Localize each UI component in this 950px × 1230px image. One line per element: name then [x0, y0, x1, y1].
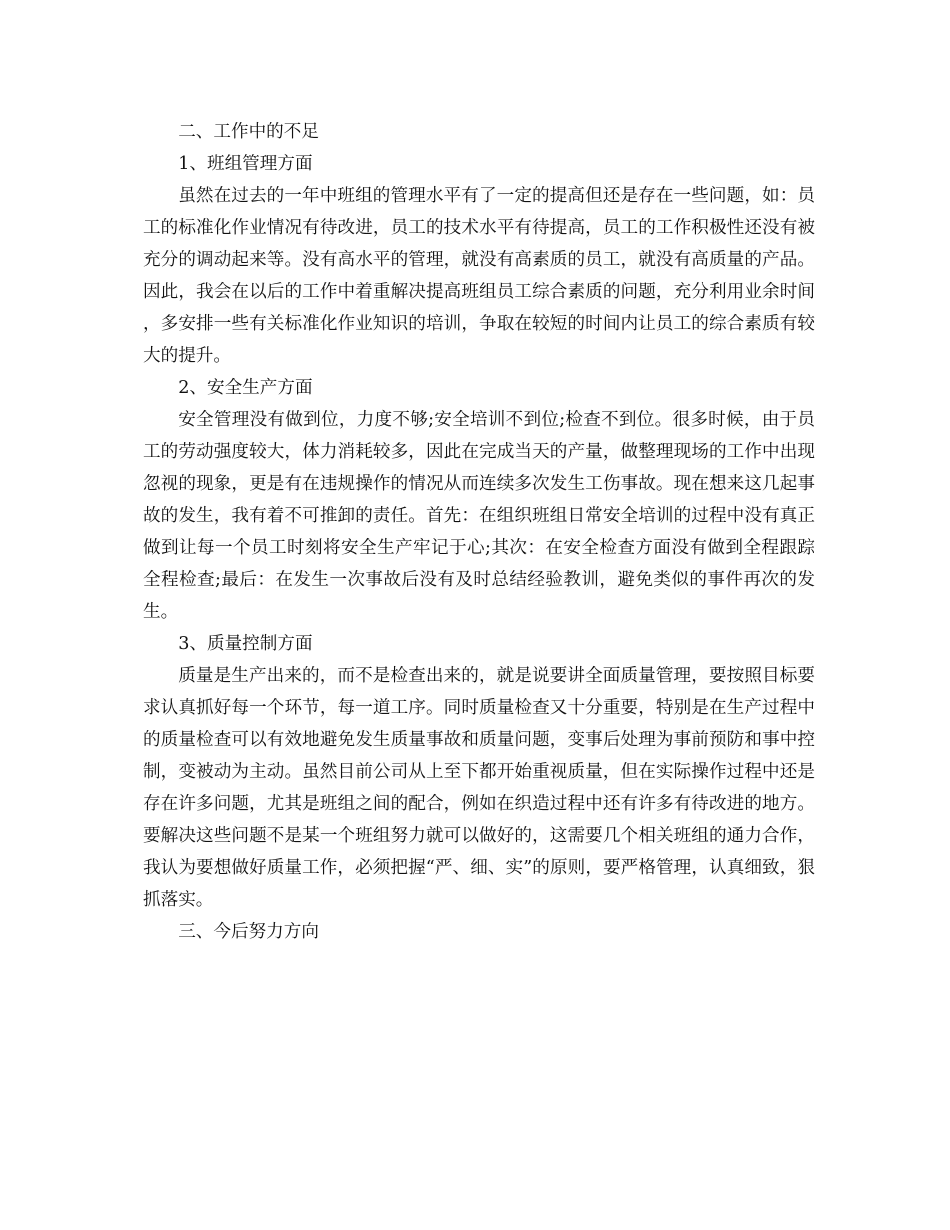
paragraph-quality-control: 质量是生产出来的，而不是检查出来的，就是说要讲全面质量管理，要按照目标要求认真抓好每一个环节，每一道工序。同时质量检查又十分重要，特别是在生产过程中的质量检查可以有效地避免发生质量事故和质量问题，变事后处理为事前预防和事中控制，变被动为主动。虽然目前公司从上至下都开始重视质量，但在实际操作过程中还是存在许多问题，尤其是班组之间的配合，例如在织造过程中还有许多有待改进的地方。要解决这些问题不是某一个班组努力就可以做好的，这需要几个相关班组的通力合作，我认为要想做好质量工作，必须把握“严、细、实”的原则，要严格管理，认真细致，狠抓落实。 [143, 666, 815, 910]
paragraph-safety-production: 安全管理没有做到位，力度不够;安全培训不到位;检查不到位。很多时候，由于员工的劳动强度较大，体力消耗较多，因此在完成当天的产量，做整理现场的工作中出现忽视的现象，更是有在违规操作的情况从而连续多次发生工伤事故。现在想来这几起事故的发生，我有着不可推卸的责任。首先：在组织班组日常安全培训的过程中没有真正做到让每一个员工时刻将安全生产牢记于心;其次：在安全检查方面没有做到全程跟踪全程检查;最后：在发生一次事故后没有及时总结经验教训，避免类似的事件再次的发生。 [143, 410, 815, 622]
subsection-heading-quality-control: 3、质量控制方面 [178, 634, 313, 654]
subsection-heading-team-management: 1、班组管理方面 [178, 154, 313, 174]
paragraph-team-management: 虽然在过去的一年中班组的管理水平有了一定的提高但还是存在一些问题，如：员工的标准化作业情况有待改进，员工的技术水平有待提高，员工的工作积极性还没有被充分的调动起来等。没有高水平的管理，就没有高素质的员工，就没有高质量的产品。因此，我会在以后的工作中着重解决提高班组员工综合素质的问题，充分利用业余时间，多安排一些有关标准化作业知识的培训，争取在较短的时间内让员工的综合素质有较大的提升。 [143, 186, 815, 366]
section-heading-shortcomings: 二、工作中的不足 [178, 122, 319, 142]
document-body [143, 116, 815, 948]
subsection-heading-safety-production: 2、安全生产方面 [178, 378, 313, 398]
section-heading-future-direction: 三、今后努力方向 [178, 922, 319, 942]
